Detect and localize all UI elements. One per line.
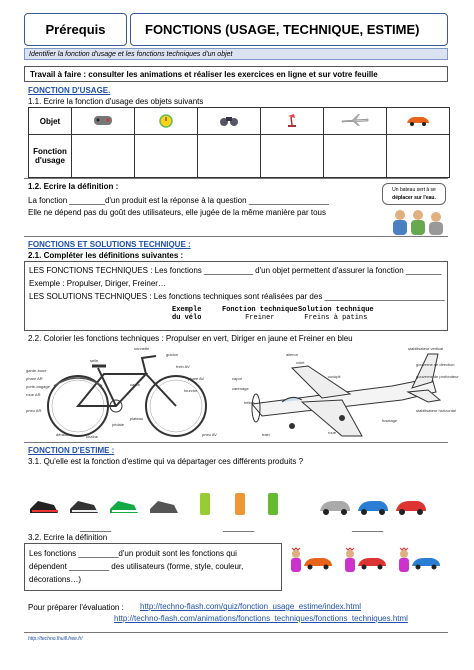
animations-link[interactable]: http://techno-flash.com/animations/fonctions_techniques/fonctions_techniques.html	[114, 614, 408, 623]
header-left-title: Prérequis	[45, 22, 106, 37]
car-icon	[320, 501, 350, 515]
estime-def-line2: dépendent _________ des utilisateurs (forme, style, couleur,	[29, 562, 244, 571]
sneaker-icon	[30, 501, 58, 513]
fonction-technique-header: Fonction technique	[222, 306, 298, 314]
plane-label: aileron	[286, 352, 299, 357]
can-icon	[235, 493, 245, 515]
car-icon	[358, 558, 386, 570]
sneaker-icon	[110, 501, 138, 513]
plane-label: hélice	[244, 400, 255, 405]
divider	[24, 442, 448, 443]
bike-label: phare AV	[188, 376, 205, 381]
bike-label: pédale	[112, 422, 125, 427]
row-header-fonction-line1: Fonction	[33, 147, 67, 156]
plane-label: gouverne de profondeur	[416, 374, 459, 379]
bike-label: cadre	[130, 382, 141, 387]
usage-table	[28, 107, 450, 178]
can-icon	[200, 493, 210, 515]
gamepad-icon	[72, 108, 135, 135]
def-exemple: Exemple : Propulser, Diriger, Freiner…	[29, 279, 166, 288]
section1-q1: 1.1. Ecrire la fonction d'usage des objets suivants	[28, 97, 204, 106]
divider	[24, 236, 448, 237]
person-icon	[345, 548, 355, 572]
answer-cell[interactable]	[135, 135, 198, 178]
solution-technique-value: Freins à patins	[304, 314, 368, 322]
row-header-fonction	[29, 135, 72, 178]
section2-title: FONCTIONS ET SOLUTIONS TECHNIQUE :	[28, 240, 191, 249]
answer-cell[interactable]	[261, 135, 324, 178]
table-row	[29, 108, 450, 135]
section3-title: FONCTION D'ESTIME :	[28, 446, 115, 455]
bubble-line2: déplacer sur l'eau.	[392, 195, 436, 201]
plane-label: carénage	[232, 386, 249, 391]
section1-title: FONCTION D'USAGE.	[28, 86, 111, 95]
car-icon	[358, 501, 388, 515]
sneaker-icon	[150, 501, 178, 513]
objective-bar: Identifier la fonction d'usage et les fonctions techniques d'un objet	[24, 48, 448, 60]
estime-def-line1: Les fonctions _________d'un produit sont les fonctions qui	[29, 549, 237, 558]
plane-label: cockpit	[328, 374, 341, 379]
footer-rule	[24, 632, 448, 633]
airplane-drawing	[232, 346, 448, 440]
bike-label: garde-boue	[26, 368, 47, 373]
bubble-line1: Un bateau sert à se	[392, 187, 436, 193]
fonction-technique-value: Freiner	[245, 314, 275, 322]
task-box: Travail à faire : consulter les animations et réaliser les exercices en ligne et sur votre feuille	[24, 66, 448, 82]
airplane-diagram	[232, 346, 459, 440]
speech-bubble	[382, 183, 446, 205]
plane-label: train	[262, 432, 270, 437]
plane-label: volet	[296, 360, 305, 365]
example-header: Exemple	[172, 306, 202, 314]
bike-label: roue AR	[26, 392, 41, 397]
plane-label: stabilisateur vertical	[408, 346, 444, 351]
binoculars-icon	[198, 108, 261, 135]
row-header-fonction-line2: d'usage	[35, 156, 65, 165]
plane-label: fuselage	[382, 418, 398, 423]
plane-label: capot	[232, 376, 242, 381]
estime-blank[interactable]: _______	[223, 523, 255, 532]
section3-q2: 3.2. Ecrire la définition	[28, 533, 108, 542]
estime-products-row	[28, 491, 448, 519]
bike-label: dérailleur	[56, 432, 73, 437]
header-right-title: FONCTIONS (USAGE, TECHNIQUE, ESTIME)	[145, 22, 420, 37]
bike-label: sonnette	[134, 346, 150, 351]
can-icon	[268, 493, 278, 515]
bike-label: guidon	[166, 352, 179, 357]
example-col2	[222, 306, 298, 322]
car-icon	[412, 558, 440, 570]
table-row	[29, 135, 450, 178]
definition-line1: La fonction ________d'un produit est la réponse à la question __________________	[28, 196, 329, 205]
answer-cell[interactable]	[387, 135, 450, 178]
person-icon	[399, 548, 409, 572]
quiz-link[interactable]: http://techno-flash.com/quiz/fonction_usage_estime/index.html	[140, 602, 362, 611]
bike-label: selle	[90, 358, 99, 363]
example-col1	[172, 306, 201, 322]
footer-prep: Pour préparer l'évaluation :	[28, 603, 124, 612]
estime-blank[interactable]: _______	[80, 523, 112, 532]
answer-cell[interactable]	[198, 135, 261, 178]
plane-label: stabilisateur horizontal	[416, 408, 456, 413]
section1-q2: 1.2. Ecrire la définition :	[28, 182, 119, 191]
products-drawing	[28, 491, 448, 519]
solution-technique-header: Solution technique	[298, 306, 374, 314]
footer-site[interactable]: http://techno.lhuill.free.fr/	[28, 636, 83, 642]
section2-q2: 2.2. Colorier les fonctions techniques : Propulser en vert, Diriger en jaune et Freiner en bleu	[28, 334, 353, 343]
divider	[24, 178, 448, 179]
header-left-box	[24, 13, 127, 46]
person-icon	[291, 548, 301, 572]
bicycle-drawing	[26, 346, 226, 440]
car-icon	[396, 501, 426, 515]
people-icon	[388, 207, 448, 239]
definition-line2: Elle ne dépend pas du goût des utilisateurs, elle jugée de la même manière par tous	[28, 208, 326, 217]
example-subheader: du vélo	[172, 314, 202, 322]
airplane-icon	[324, 108, 387, 135]
row-header-objet: Objet	[29, 108, 72, 135]
bike-label: plateau	[130, 416, 144, 421]
answer-cell[interactable]	[72, 135, 135, 178]
plane-label: roue	[328, 430, 337, 435]
bike-label: porte-bagage	[26, 384, 50, 389]
answer-cell[interactable]	[324, 135, 387, 178]
bike-label: pneu AV	[202, 432, 217, 437]
section3-q1: 3.1. Qu'elle est la fonction d'estime qui va départager ces différents produits ?	[28, 457, 304, 466]
sneaker-icon	[70, 501, 98, 513]
bike-label: frein AV	[176, 364, 190, 369]
section2-q1: 2.1. Compléter les définitions suivantes :	[28, 251, 184, 260]
def-solutions-techniques: LES SOLUTIONS TECHNIQUES : Les fonctions techniques sont réalisées par des ___________________________	[29, 292, 445, 301]
bike-label: fourche	[184, 388, 198, 393]
plane-label: gouverne de direction	[416, 362, 455, 367]
bike-label: chaîne	[86, 434, 99, 439]
bicycle-diagram	[26, 346, 226, 440]
example-col3	[298, 306, 374, 322]
estime-illustration	[288, 546, 448, 582]
desk-lamp-icon	[261, 108, 324, 135]
alarm-clock-icon	[135, 108, 198, 135]
car-icon	[387, 108, 450, 135]
estime-blank[interactable]: _______	[352, 523, 384, 532]
car-icon	[304, 558, 332, 570]
bike-label: phare AR	[26, 376, 43, 381]
def-fonctions-techniques: LES FONCTIONS TECHNIQUES : Les fonctions ___________ d'un objet permettent d'assurer la fonction ________	[29, 266, 442, 275]
bike-label: pneu AR	[26, 408, 42, 413]
header-right-box	[130, 13, 448, 46]
estime-drawing	[288, 546, 448, 582]
estime-def-line3: décorations…)	[29, 575, 82, 584]
